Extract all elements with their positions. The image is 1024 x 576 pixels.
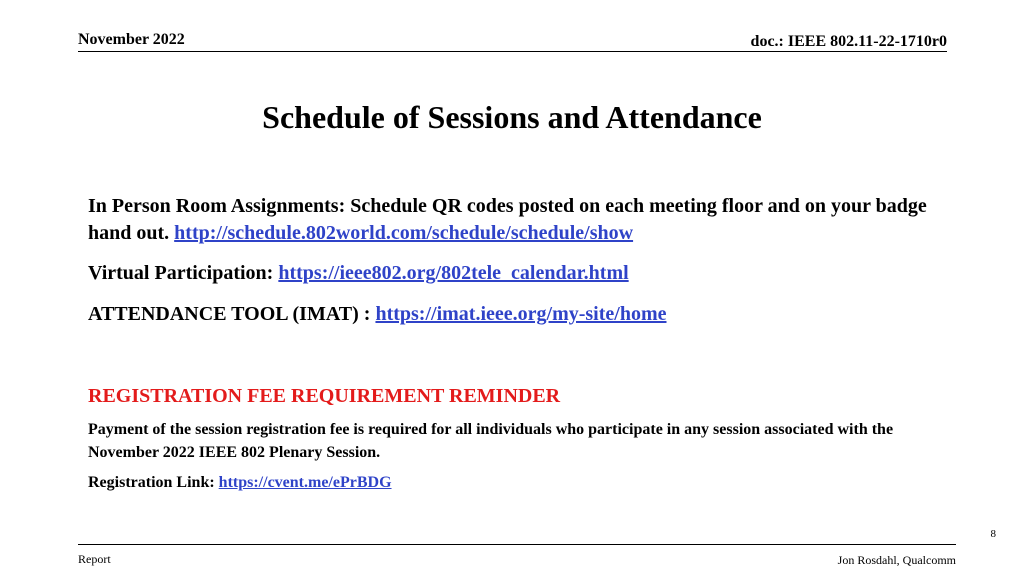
footer-divider [78, 544, 956, 545]
virtual-participation-paragraph [88, 260, 944, 287]
registration-link[interactable]: https://cvent.me/ePrBDG [218, 474, 392, 491]
slide-title: Schedule of Sessions and Attendance [262, 99, 762, 135]
footer-left: Report [78, 552, 111, 566]
attendance-tool-label: ATTENDANCE TOOL (IMAT) : [88, 303, 376, 325]
header-doc-id: doc.: IEEE 802.11-22-1710r0 [750, 33, 947, 50]
footer-right: Jon Rosdahl, Qualcomm [837, 553, 956, 567]
imat-link[interactable]: https://imat.ieee.org/my-site/home [375, 303, 667, 325]
schedule-link[interactable]: http://schedule.802world.com/schedule/schedule/show [174, 222, 634, 244]
attendance-tool-paragraph [88, 301, 944, 328]
page-number: 8 [990, 528, 996, 540]
header-divider [78, 51, 947, 52]
registration-heading: REGISTRATION FEE REQUIREMENT REMINDER [88, 385, 561, 407]
header-date: November 2022 [78, 31, 185, 48]
virtual-calendar-link[interactable]: https://ieee802.org/802tele_calendar.html [278, 262, 629, 284]
room-assignments-text: In Person Room Assignments: Schedule QR codes posted on each meeting floor and on your badge hand out. [88, 195, 927, 244]
registration-link-paragraph [88, 471, 944, 494]
registration-body: Payment of the session registration fee is required for all individuals who participate in any session associated with the November 2022 IEEE 802 Plenary Session. [88, 421, 894, 461]
room-assignments-paragraph [88, 193, 944, 247]
registration-link-label: Registration Link: [88, 474, 219, 491]
virtual-participation-label: Virtual Participation: [88, 262, 279, 284]
